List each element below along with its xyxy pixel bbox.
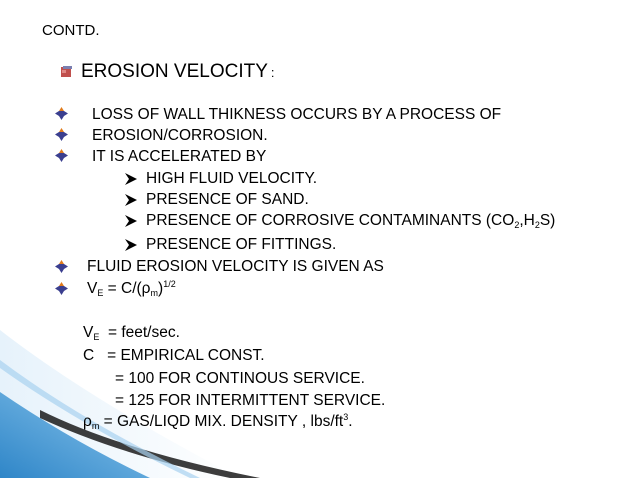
superscript: 3 xyxy=(343,412,349,422)
sub-bullet-text: PRESENCE OF FITTINGS. xyxy=(146,236,337,253)
subscript: 2 xyxy=(534,220,540,230)
def-v: V xyxy=(83,324,94,341)
superscript: 1/2 xyxy=(163,279,176,289)
erosion-velocity-formula xyxy=(87,280,176,298)
four-arrows-icon xyxy=(55,107,68,120)
formula-v: V xyxy=(87,280,98,297)
chevron-right-icon xyxy=(124,172,138,186)
four-arrows-icon xyxy=(55,282,68,295)
four-arrows-icon xyxy=(55,128,68,141)
bullet-text: LOSS OF WALL THIKNESS OCCURS BY A PROCESS OF xyxy=(92,106,502,123)
subscript: E xyxy=(97,288,104,298)
sub-bullet-text: PRESENCE OF SAND. xyxy=(146,191,309,208)
cube-icon xyxy=(60,65,73,78)
def-ve-text: = feet/sec. xyxy=(99,324,180,341)
definition-rho xyxy=(83,413,353,431)
chevron-right-icon xyxy=(124,214,138,228)
subscript: m xyxy=(91,421,100,431)
definition-ve xyxy=(83,324,180,342)
bullet-text: IT IS ACCELERATED BY xyxy=(92,148,267,165)
sub-bullet-contaminants xyxy=(146,212,555,230)
chevron-right-icon xyxy=(124,193,138,207)
bullet-text: EROSION/CORROSION. xyxy=(92,127,268,144)
def-rho-end: . xyxy=(348,413,353,430)
four-arrows-icon xyxy=(55,149,68,162)
definition-c-intermittent: = 125 FOR INTERMITTENT SERVICE. xyxy=(115,392,386,409)
heading-colon: : xyxy=(270,65,275,80)
contaminants-mid: ,H xyxy=(519,212,535,229)
four-arrows-icon xyxy=(55,260,68,273)
contaminants-text: PRESENCE OF CORROSIVE CONTAMINANTS (CO xyxy=(146,212,515,229)
sub-bullet-text: HIGH FLUID VELOCITY. xyxy=(146,170,318,187)
section-heading xyxy=(81,61,275,83)
formula-close: ) xyxy=(158,280,164,297)
subscript: 2 xyxy=(514,220,520,230)
definition-c-continuous: = 100 FOR CONTINOUS SERVICE. xyxy=(115,370,365,387)
subscript: m xyxy=(150,288,159,298)
chevron-right-icon xyxy=(124,238,138,252)
def-rho: ρ xyxy=(83,413,92,430)
subscript: E xyxy=(93,332,100,342)
contd-label: CONTD. xyxy=(42,22,100,39)
contaminants-end: S) xyxy=(539,212,556,229)
definition-c: C = EMPIRICAL CONST. xyxy=(83,347,265,364)
bullet-text: FLUID EROSION VELOCITY IS GIVEN AS xyxy=(87,258,384,275)
formula-body: = C/(ρ xyxy=(103,280,151,297)
heading-title: EROSION VELOCITY xyxy=(81,61,268,82)
def-rho-text: = GAS/LIQD MIX. DENSITY , lbs/ft xyxy=(99,413,344,430)
